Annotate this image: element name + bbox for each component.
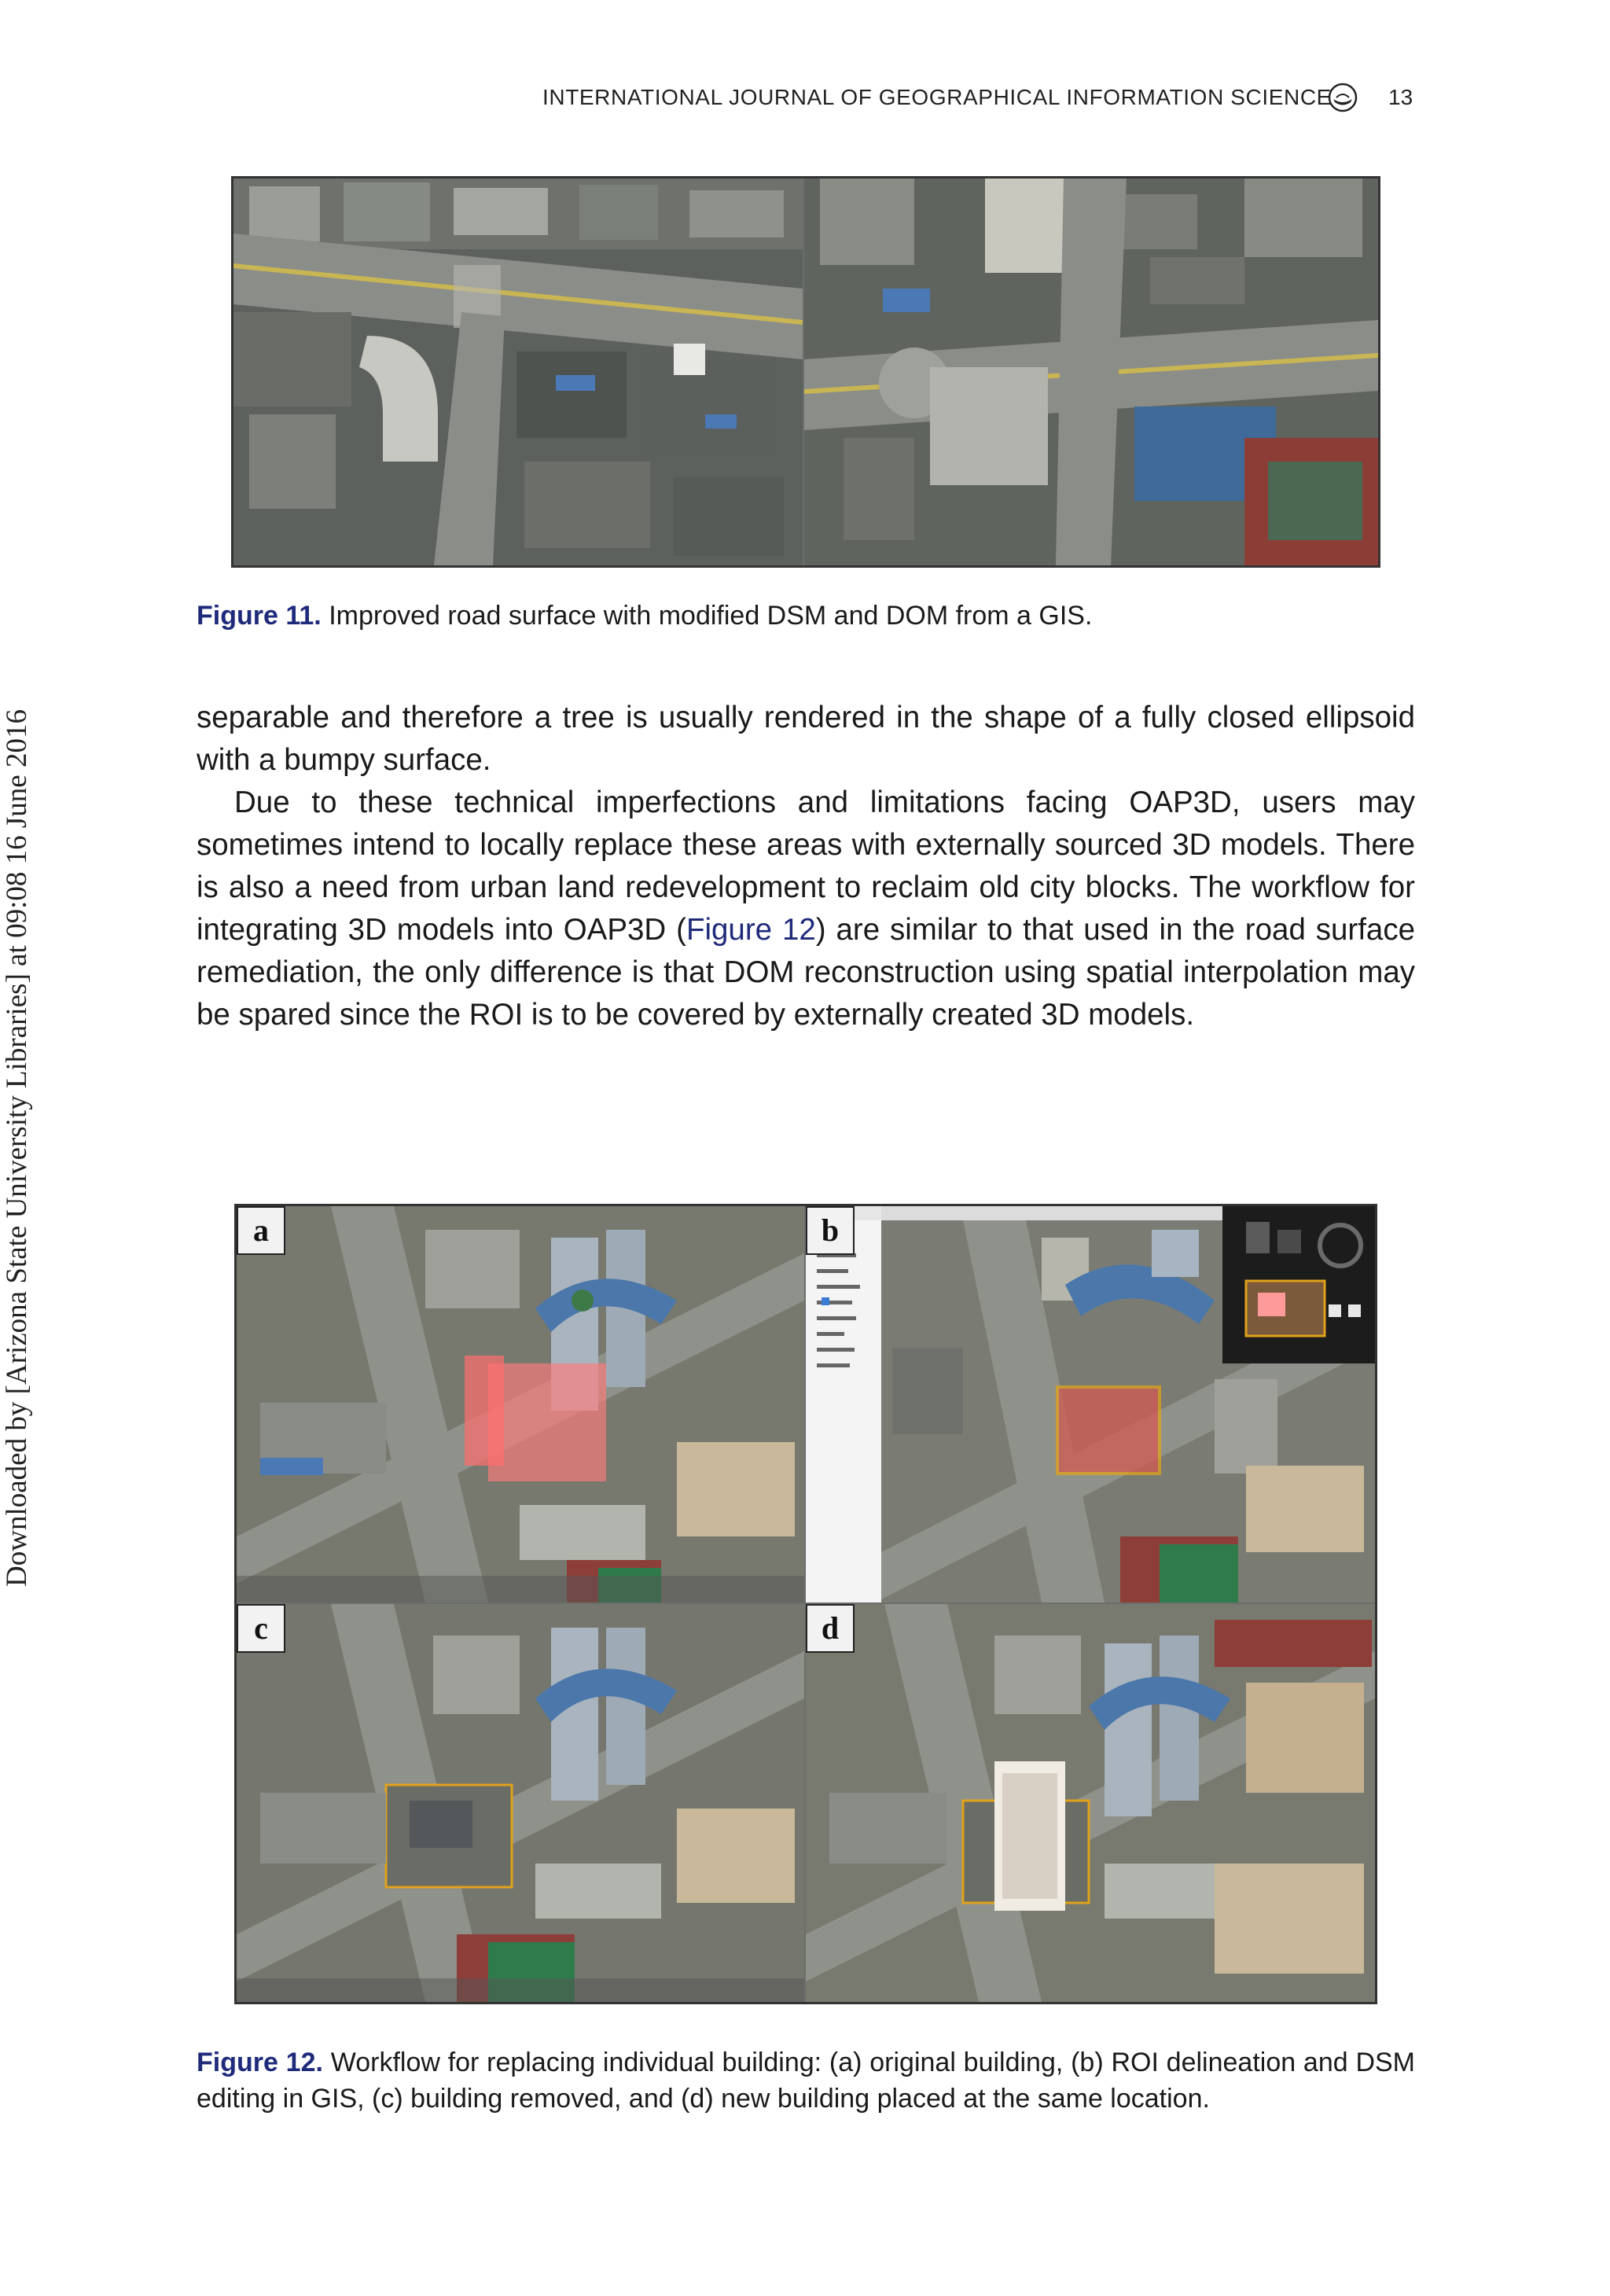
panel-a-label: a [237,1206,285,1255]
figure-12-panel-c [237,1604,804,2002]
figure-11-image [231,176,1380,568]
figure-12-panel-d [806,1604,1375,2002]
panel-c-label: c [237,1604,285,1653]
figure-11-label: Figure 11. [197,601,322,631]
figure-12-panel-a [237,1206,804,1602]
figure-11-caption-text: Improved road surface with modified DSM and DOM from a GIS. [329,601,1093,631]
body-text [197,697,1415,1036]
paragraph-2 [197,782,1415,1036]
panel-d-label: d [806,1604,855,1653]
paragraph-2-start: Due to these technical imperfections and limitations facing OAP3D, users may sometimes intend to locally replace these areas with externally sourced 3D models. There is also a need from urban land redevelopment to reclaim old city blocks. The workflow for integrating 3D models into OAP3D ( [197,786,1415,947]
figure-12-caption [197,2044,1415,2117]
figure-11-right-photo [804,178,1378,565]
panel-b-label: b [806,1206,855,1255]
figure-12-panel-b [806,1206,1375,1602]
figure-12-label: Figure 12. [197,2048,323,2077]
journal-crest-icon [1327,82,1358,113]
paragraph-1: separable and therefore a tree is usually rendered in the shape of a fully closed ellipsoid with a bumpy surface. [197,701,1415,777]
figure-12-image [234,1204,1377,2004]
paragraph-2-end: ) are similar to that used in the road surface remediation, the only difference is that DOM reconstruction using spatial interpolation may be spared since the ROI is to be covered by externally created 3D models. [197,913,1415,1032]
download-watermark: Downloaded by [Arizona State University Libraries] at 09:08 16 June 2016 [1,709,33,1587]
figure-12-caption-text: Workflow for replacing individual building: (a) original building, (b) ROI delineation and DSM editing in GIS, (c) building removed, and (d) new building placed at the same location. [197,2048,1415,2114]
page-number: 13 [1388,85,1413,109]
figure-12-reference-link[interactable]: Figure 12 [686,913,816,947]
figure-11-caption [197,598,1092,634]
figure-11-left-photo [233,178,803,565]
running-header: INTERNATIONAL JOURNAL OF GEOGRAPHICAL INFORMATION SCIENCE [542,85,1332,109]
